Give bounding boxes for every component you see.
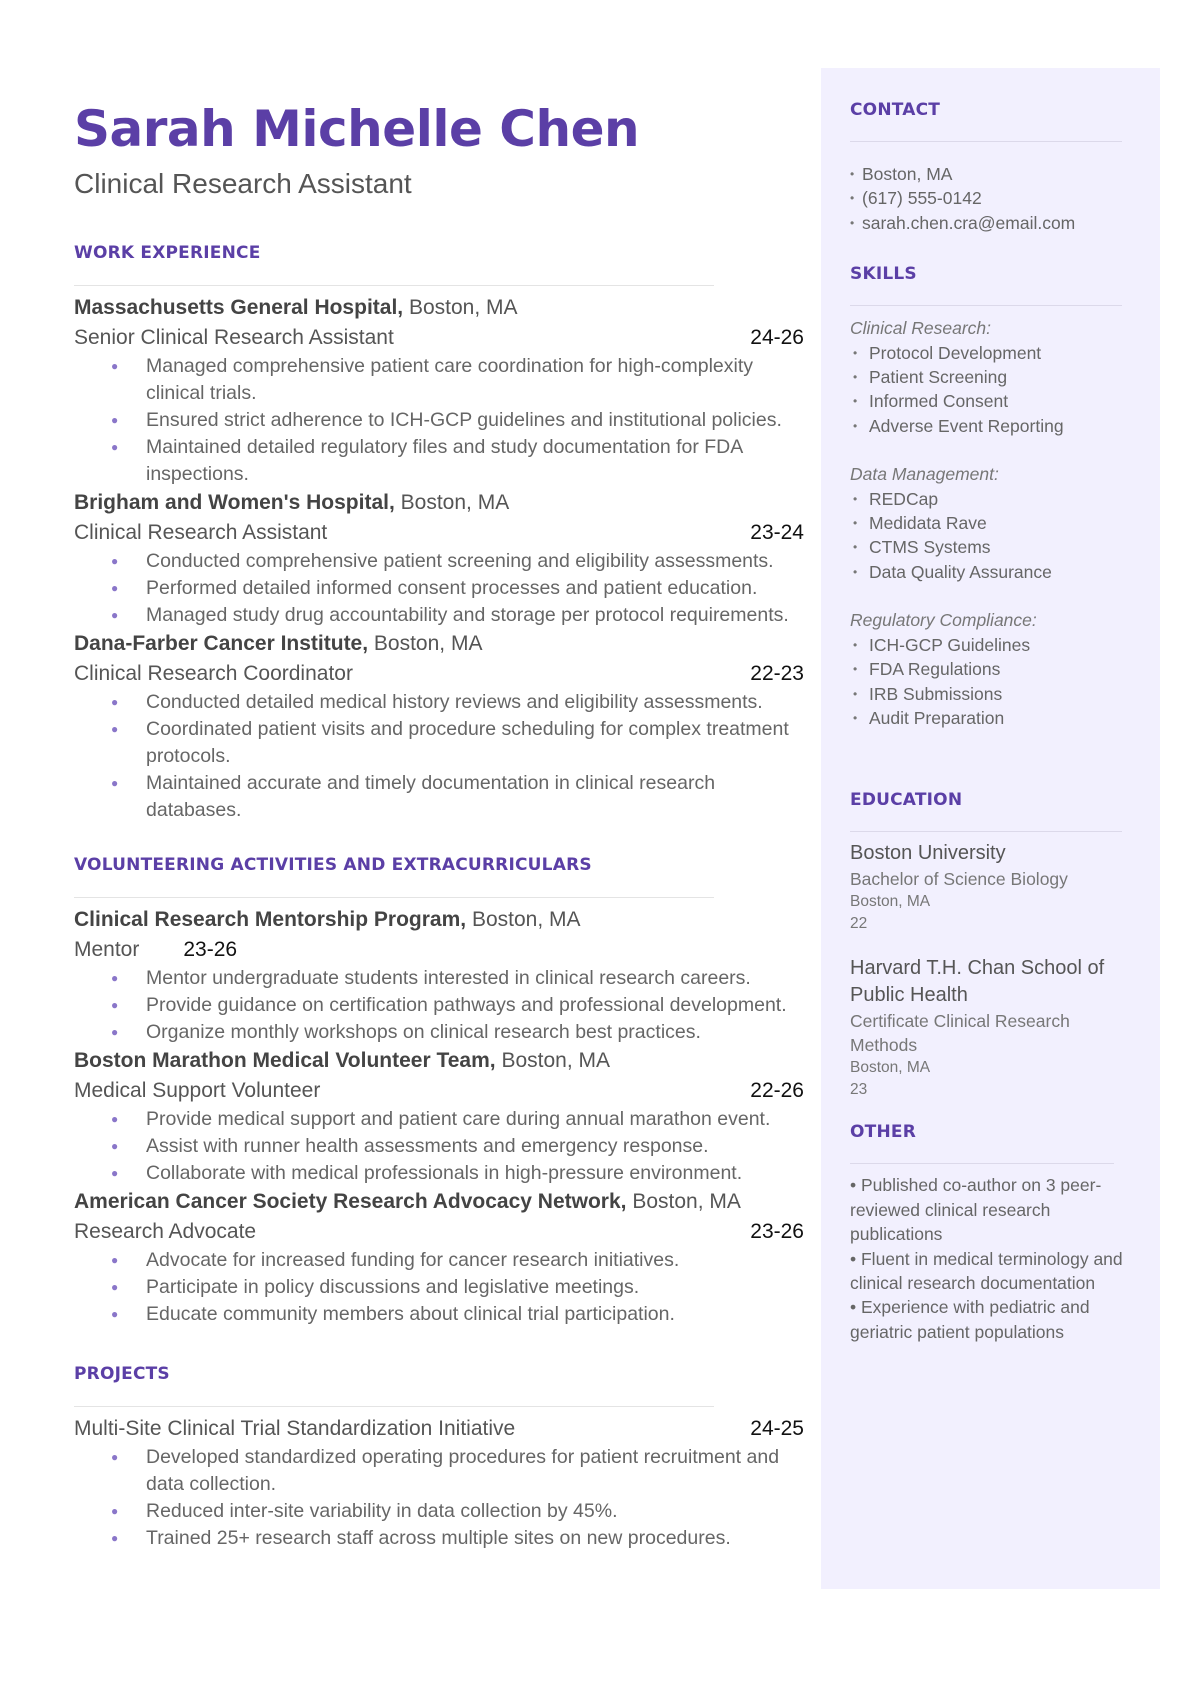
bullet-item: ● Conducted comprehensive patient screening and eligibility assessments. [74,548,804,575]
entry-header [74,488,804,518]
org-name: American Cancer Society Research Advocacy Network, [74,1190,627,1213]
role-title: Research Advocate [74,1220,257,1243]
projects-section [74,1364,804,1552]
skill-item: • IRB Submissions [850,682,1132,706]
bullet-item: ● Trained 25+ research staff across multiple sites on new procedures. [74,1525,804,1552]
section-heading-education: EDUCATION [850,790,963,811]
role-dates: 24-26 [750,326,804,349]
role-dates: 23-24 [750,521,804,544]
skill-item: • Patient Screening [850,365,1132,389]
project-entry [74,1414,804,1552]
role-row [74,1217,804,1247]
org-name: Boston Marathon Medical Volunteer Team, [74,1049,496,1072]
section-divider [850,305,1122,306]
contact-email[interactable]: • sarah.chen.cra@email.com [850,211,1132,235]
section-heading-projects: PROJECTS [74,1364,170,1384]
org-location: Boston, MA [394,491,510,514]
bullet-item: ● Advocate for increased funding for cancer research initiatives. [74,1247,804,1274]
other-section [850,1122,1132,1344]
bullet-list [74,1444,804,1552]
section-heading-contact: CONTACT [850,100,941,120]
school-location: Boston, MA [850,1059,931,1077]
role-row [74,1076,804,1106]
skill-group [850,316,1132,438]
volunteer-entry [74,1046,804,1187]
section-divider [850,1163,1114,1164]
role-title: Medical Support Volunteer [74,1079,321,1102]
school-name: Harvard T.H. Chan School of Public Health [850,957,1105,1007]
org-name: Dana-Farber Cancer Institute, [74,632,369,655]
role-row [74,659,804,689]
skill-item: • Data Quality Assurance [850,560,1132,584]
section-heading-skills: SKILLS [850,264,917,285]
skill-category: Clinical Research: [850,318,992,339]
skill-category: Regulatory Compliance: [850,610,1037,631]
skill-item: • Medidata Rave [850,511,1132,535]
entry-header [74,1187,804,1217]
bullet-list [74,1247,804,1328]
skills-section [850,264,1132,730]
other-item: • Experience with pediatric and geriatric patient populations [850,1297,1090,1342]
org-location: Boston, MA [626,1190,741,1213]
role-title: Clinical Research Coordinator [74,662,353,685]
bullet-list [74,353,804,488]
section-heading-other: OTHER [850,1122,916,1143]
bullet-list [74,548,804,629]
skill-group [850,608,1132,730]
org-location: Boston, MA [403,296,518,319]
section-divider [74,285,714,286]
bullet-item: ● Conducted detailed medical history reviews and eligibility assessments. [74,689,804,716]
section-heading-volunteering: VOLUNTEERING ACTIVITIES AND EXTRACURRICULARS [74,855,592,875]
project-row [74,1414,804,1444]
bullet-list [74,1106,804,1187]
section-divider [850,141,1122,142]
candidate-name: Sarah Michelle Chen [74,100,640,158]
project-dates: 24-25 [750,1417,804,1440]
section-divider [74,1406,714,1407]
role-title: Mentor [74,938,140,961]
skill-list [850,633,1132,731]
graduation-year: 23 [850,1081,868,1099]
entry-header [74,1046,804,1076]
entry-header [74,293,804,323]
bullet-item: ● Participate in policy discussions and legislative meetings. [74,1274,804,1301]
school-name: Boston University [850,842,1006,865]
other-list [850,1173,1132,1344]
other-item: • Fluent in medical terminology and clinical research documentation [850,1248,1123,1293]
graduation-year: 22 [850,915,868,933]
role-dates: 23-26 [750,1220,804,1243]
skill-list [850,487,1132,585]
skill-item: • ICH-GCP Guidelines [850,633,1132,657]
contact-location: • Boston, MA [850,162,1132,186]
bullet-item: ● Maintained accurate and timely documentation in clinical research databases. [74,770,804,824]
org-location: Boston, MA [466,908,581,931]
role-dates: 23-26 [183,938,238,961]
degree: Bachelor of Science Biology [850,869,1068,890]
sidebar [821,68,1160,1589]
project-name: Multi-Site Clinical Trial Standardization Initiative [74,1417,516,1440]
skill-item: • Protocol Development [850,341,1132,365]
bullet-item: ● Managed study drug accountability and storage per protocol requirements. [74,602,804,629]
role-dates: 22-23 [750,662,804,685]
skill-item: • Audit Preparation [850,706,1132,730]
bullet-item: ● Organize monthly workshops on clinical research best practices. [74,1019,804,1046]
bullet-item: ● Assist with runner health assessments and emergency response. [74,1133,804,1160]
entry-header [74,629,804,659]
skill-list [850,341,1132,439]
skill-category: Data Management: [850,464,999,485]
role-title: Clinical Research Assistant [74,521,328,544]
role-dates: 22-26 [750,1079,804,1102]
bullet-item: ● Managed comprehensive patient care coordination for high-complexity clinical trials. [74,353,804,407]
skill-item: • Informed Consent [850,389,1132,413]
skill-item: • CTMS Systems [850,535,1132,559]
org-name: Clinical Research Mentorship Program, [74,908,467,931]
entry-header [74,905,804,935]
section-divider [850,831,1122,832]
contact-section [850,100,1132,235]
education-entry [850,840,1132,935]
role-row [74,935,804,965]
bullet-item: ● Maintained detailed regulatory files and study documentation for FDA inspections. [74,434,804,488]
org-location: Boston, MA [368,632,483,655]
other-item: • Published co-author on 3 peer-reviewed clinical research publications [850,1175,1102,1245]
work-experience-section [74,243,804,824]
sidebar-content [850,68,1132,1344]
work-entry [74,629,804,824]
work-entry [74,488,804,629]
bullet-item: ● Performed detailed informed consent processes and patient education. [74,575,804,602]
bullet-item: ● Provide medical support and patient care during annual marathon event. [74,1106,804,1133]
role-title: Senior Clinical Research Assistant [74,326,394,349]
bullet-item: ● Provide guidance on certification pathways and professional development. [74,992,804,1019]
school-location: Boston, MA [850,893,931,911]
candidate-title: Clinical Research Assistant [74,168,412,199]
skill-item: • FDA Regulations [850,657,1132,681]
bullet-item: ● Mentor undergraduate students interested in clinical research careers. [74,965,804,992]
bullet-item: ● Collaborate with medical professionals in high-pressure environment. [74,1160,804,1187]
contact-list [850,162,1132,235]
education-entry [850,955,1132,1101]
skill-item: • Adverse Event Reporting [850,414,1132,438]
volunteering-section [74,855,804,1328]
role-row [74,518,804,548]
degree: Certificate Clinical Research Methods [850,1011,1070,1056]
work-entry [74,293,804,488]
bullet-item: ● Coordinated patient visits and procedure scheduling for complex treatment protocols. [74,716,804,770]
org-location: Boston, MA [495,1049,611,1072]
volunteer-entry [74,1187,804,1328]
bullet-item: ● Developed standardized operating procedures for patient recruitment and data collection. [74,1444,804,1498]
volunteer-entry [74,905,804,1046]
skill-group [850,462,1132,584]
section-heading-work: WORK EXPERIENCE [74,243,261,263]
org-name: Brigham and Women's Hospital, [74,491,395,514]
org-name: Massachusetts General Hospital, [74,296,404,319]
bullet-item: ● Ensured strict adherence to ICH-GCP guidelines and institutional policies. [74,407,804,434]
bullet-item: ● Reduced inter-site variability in data collection by 45%. [74,1498,804,1525]
education-section [850,790,1132,1101]
bullet-list [74,689,804,824]
skill-item: • REDCap [850,487,1132,511]
contact-phone: • (617) 555-0142 [850,186,1132,210]
bullet-item: ● Educate community members about clinical trial participation. [74,1301,804,1328]
bullet-list [74,965,804,1046]
section-divider [74,897,714,898]
main-column [74,96,804,1552]
role-row [74,323,804,353]
